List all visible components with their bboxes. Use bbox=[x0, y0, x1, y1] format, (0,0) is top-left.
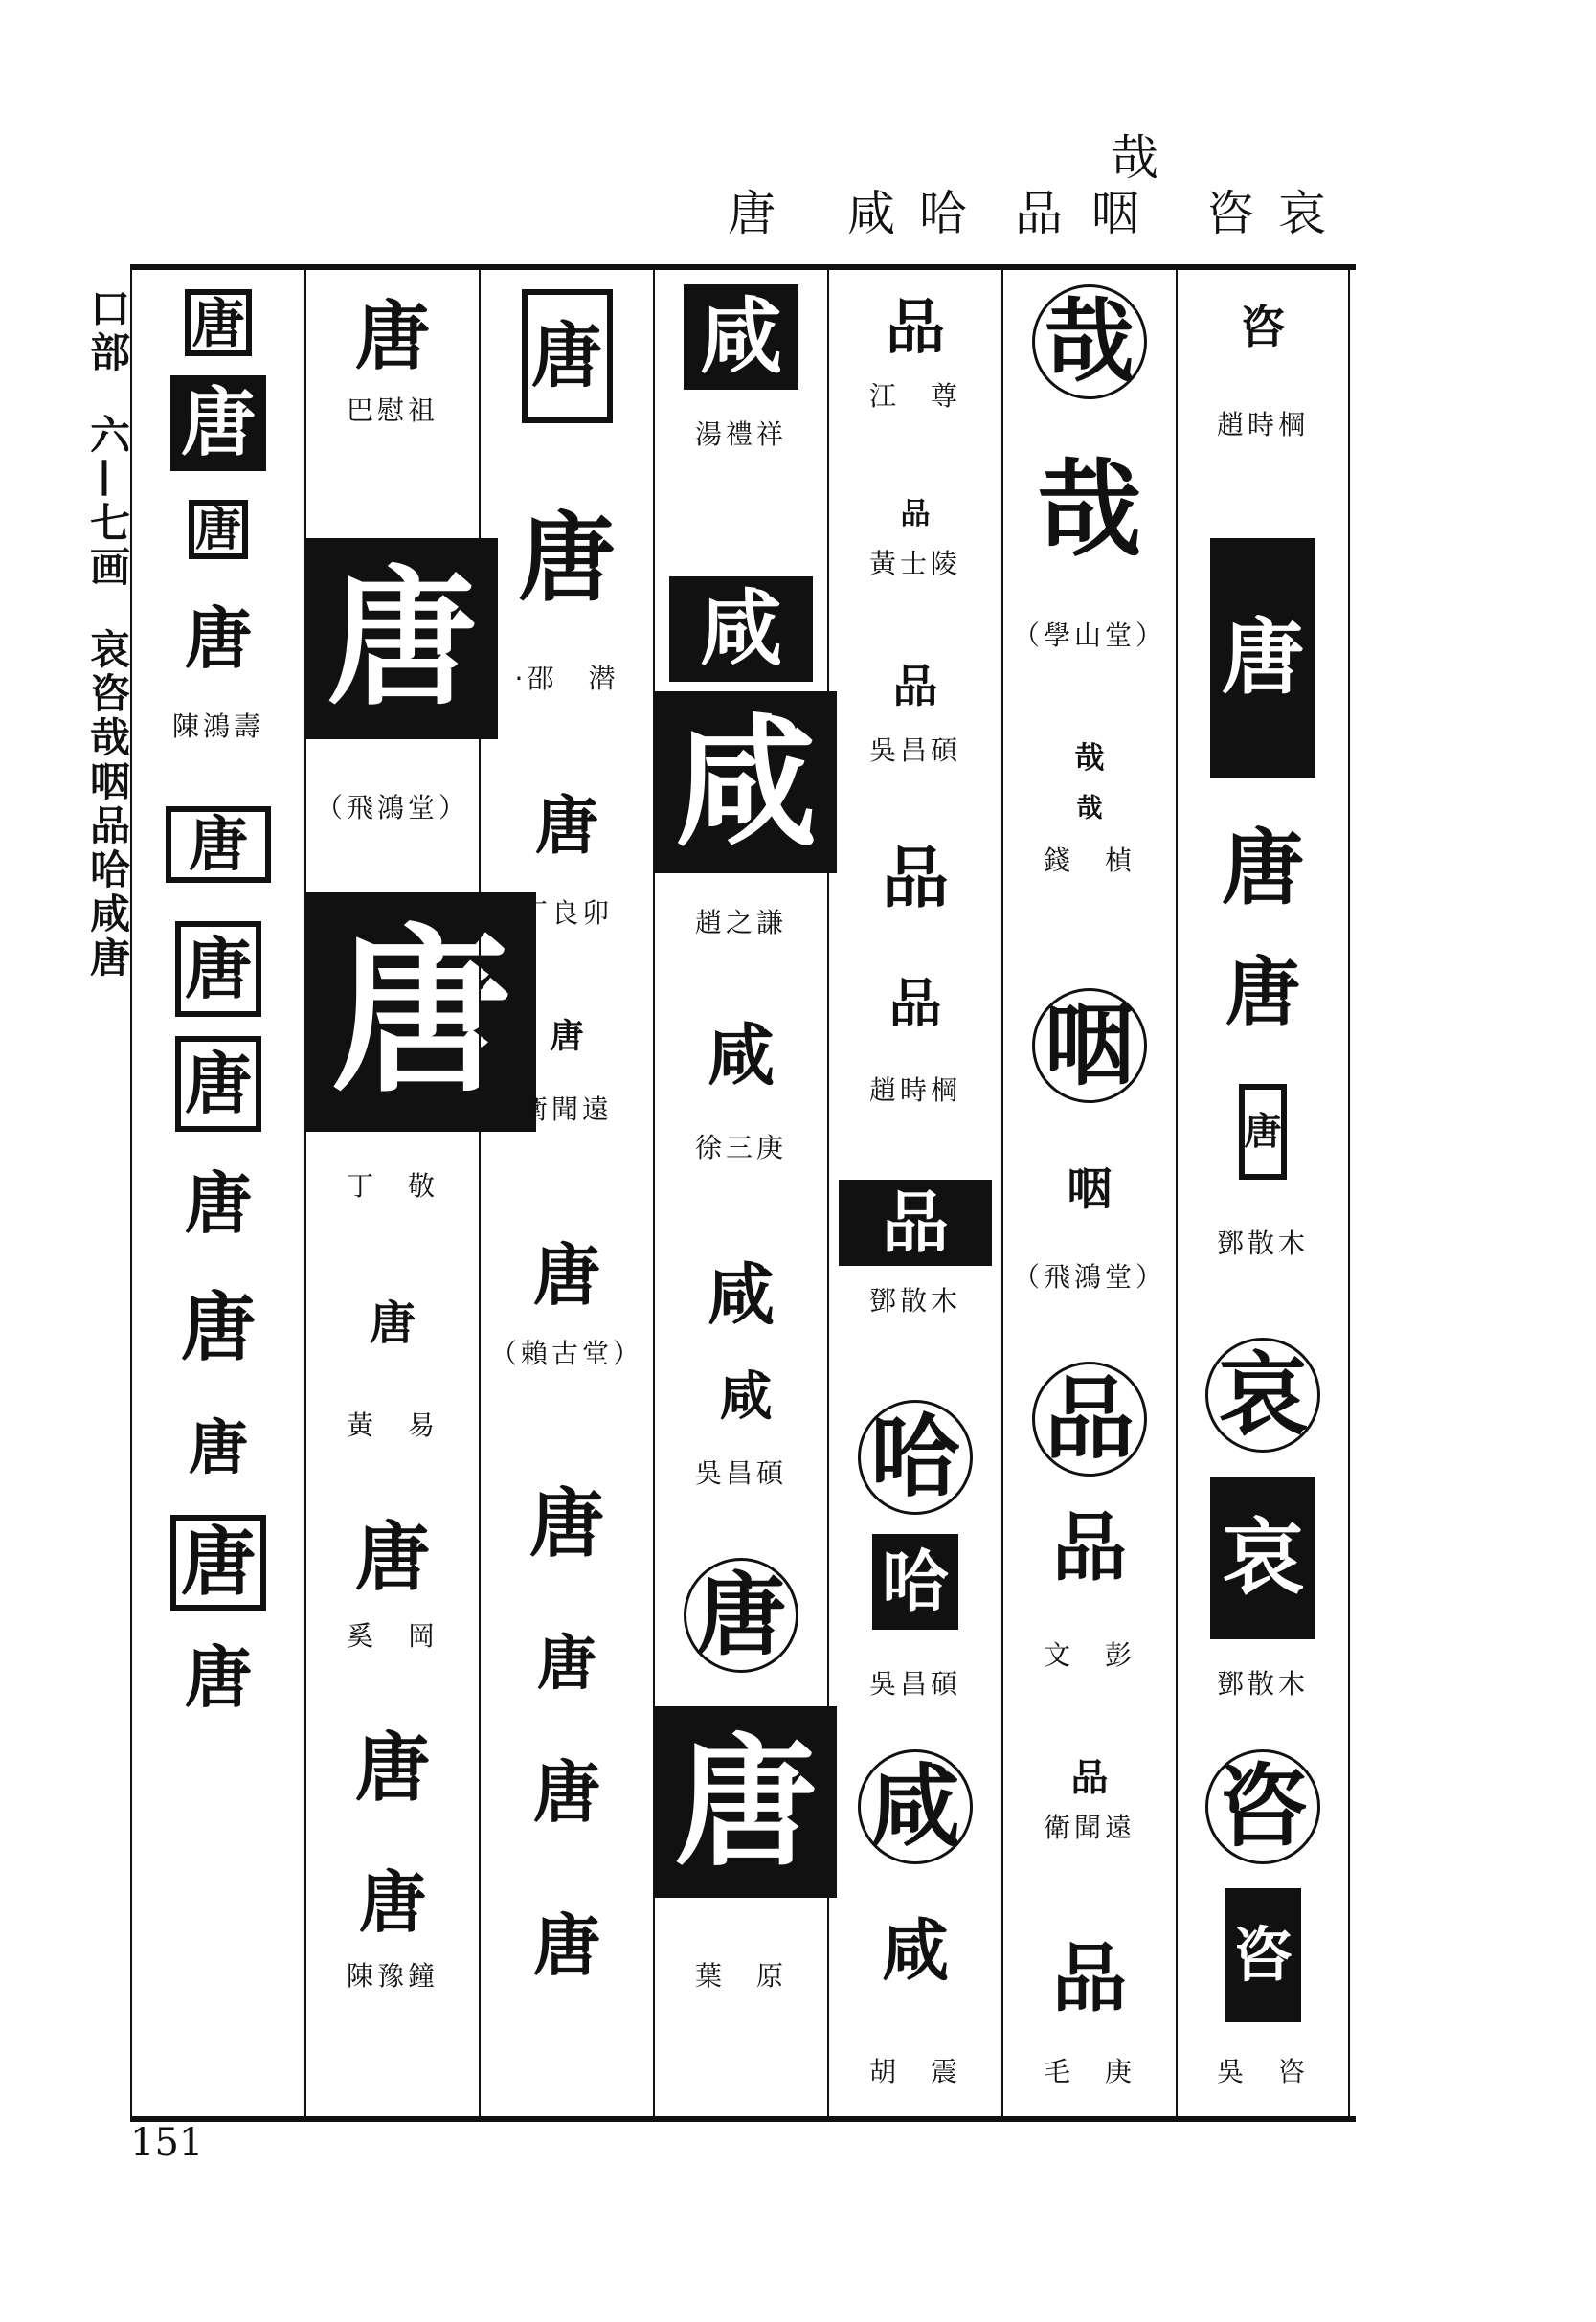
seal-character: 咸 bbox=[708, 1015, 775, 1094]
artist-caption: ·邵 潜 bbox=[514, 663, 619, 694]
seal-impression bbox=[655, 1558, 827, 1673]
artist-caption: （飛鴻堂） bbox=[315, 792, 469, 823]
seal-character: 唐 bbox=[359, 1862, 426, 1942]
seal-character: 唐 bbox=[369, 1296, 416, 1350]
seal-impression bbox=[829, 658, 1001, 715]
seal-impression bbox=[829, 1400, 1001, 1515]
seal-impression bbox=[132, 1515, 304, 1611]
seal-character: 咨 bbox=[1225, 1888, 1301, 2022]
header-char: 哀 bbox=[1278, 186, 1326, 241]
seal-impression bbox=[132, 500, 304, 559]
seal-impression bbox=[1178, 816, 1348, 921]
seal-impression bbox=[132, 1156, 304, 1251]
seal-impression bbox=[132, 1400, 304, 1496]
artist-caption: 衛聞遠 bbox=[1043, 1812, 1135, 1843]
artist-caption: 吳 咨 bbox=[1216, 2056, 1309, 2087]
seal-character: 唐 bbox=[1239, 1084, 1287, 1180]
seal-impression bbox=[132, 806, 304, 883]
seal-character: 唐 bbox=[1225, 949, 1300, 1036]
seal-impression bbox=[1178, 1749, 1348, 1864]
artist-caption: 趙之謙 bbox=[694, 907, 787, 938]
seal-column bbox=[1001, 270, 1176, 2116]
seal-impression bbox=[1003, 988, 1176, 1103]
header-char: 咨 bbox=[1206, 186, 1254, 241]
seal-character: 品 bbox=[839, 1180, 992, 1266]
entry-character-circle: 咸 bbox=[858, 1749, 973, 1864]
header-char: 咸 bbox=[847, 186, 895, 241]
seal-character: 哈 bbox=[872, 1534, 958, 1630]
artist-caption: 趙時棡 bbox=[1216, 409, 1309, 440]
seal-impression bbox=[481, 289, 653, 423]
seal-impression bbox=[1178, 1477, 1348, 1639]
seal-character: 品 bbox=[892, 660, 938, 713]
seal-impression bbox=[1003, 438, 1176, 581]
artist-caption: 鄧散木 bbox=[1216, 1668, 1309, 1700]
seal-character: 哉 bbox=[1074, 740, 1105, 776]
artist-caption: 黃士陵 bbox=[868, 548, 961, 579]
page-number: 151 bbox=[130, 2121, 204, 2165]
seal-column bbox=[304, 270, 511, 2116]
seal-impression bbox=[306, 1860, 479, 1946]
seal-character: 唐 bbox=[185, 289, 252, 356]
seal-impression bbox=[1178, 1084, 1348, 1180]
seal-character: 咸 bbox=[882, 1910, 949, 1990]
seal-character: 哉 bbox=[1037, 447, 1142, 571]
seal-impression bbox=[132, 921, 304, 1017]
seal-character: 唐 bbox=[528, 1480, 604, 1567]
entry-character-circle: 咨 bbox=[1205, 1749, 1320, 1864]
entry-character-circle: 哉 bbox=[1032, 284, 1147, 399]
seal-impression bbox=[1003, 1754, 1176, 1802]
artist-caption: （學山堂） bbox=[1012, 620, 1166, 651]
seal-impression bbox=[1003, 1931, 1176, 2027]
seal-character: 唐 bbox=[189, 500, 248, 559]
seal-character: 品 bbox=[1051, 1935, 1127, 2022]
seal-impression bbox=[132, 289, 304, 356]
seal-impression bbox=[1003, 739, 1176, 778]
header-char: 品 bbox=[1015, 186, 1063, 241]
seal-character: 唐 bbox=[533, 1752, 600, 1832]
seal-impression bbox=[481, 495, 653, 620]
seal-character: 唐 bbox=[533, 1235, 600, 1315]
seal-impression bbox=[655, 1706, 827, 1898]
seal-character: 唐 bbox=[354, 1514, 430, 1601]
artist-caption: 徐三庚 bbox=[694, 1132, 787, 1163]
seal-character: 唐 bbox=[170, 375, 266, 471]
seal-character: 品 bbox=[900, 496, 931, 531]
artist-caption: 奚 岡 bbox=[346, 1620, 438, 1652]
header-entries bbox=[728, 130, 1360, 249]
seal-impression bbox=[306, 1505, 479, 1611]
artist-caption: 吳昌碩 bbox=[868, 1668, 961, 1700]
seal-impression bbox=[132, 1630, 304, 1725]
artist-caption: 江 尊 bbox=[868, 380, 961, 412]
artist-caption: （飛鴻堂） bbox=[1012, 1261, 1166, 1293]
seal-character: 品 bbox=[885, 292, 945, 362]
sidebar-index bbox=[79, 287, 136, 981]
seal-impression bbox=[481, 1898, 653, 1994]
seal-impression bbox=[132, 1036, 304, 1132]
seal-character: 唐 bbox=[655, 1706, 837, 1898]
seal-character: 哉 bbox=[1076, 794, 1103, 823]
entry-character-circle: 品 bbox=[1032, 1362, 1147, 1477]
seal-impression bbox=[132, 576, 304, 701]
artist-caption: 吳昌碩 bbox=[868, 734, 961, 766]
seal-column bbox=[1176, 270, 1350, 2116]
seal-character: 唐 bbox=[166, 806, 271, 883]
seal-character: 唐 bbox=[1222, 820, 1304, 916]
seal-impression bbox=[306, 1275, 479, 1371]
seal-impression bbox=[481, 1467, 653, 1582]
header-char: 唐 bbox=[728, 186, 776, 241]
seal-character: 咸 bbox=[708, 1254, 775, 1334]
seal-character: 唐 bbox=[188, 1412, 248, 1482]
seal-impression bbox=[481, 998, 653, 1074]
seal-character: 品 bbox=[882, 838, 949, 917]
seal-impression bbox=[481, 1745, 653, 1840]
artist-caption: 湯禮祥 bbox=[694, 418, 787, 450]
header-char: 哉 bbox=[1111, 130, 1158, 186]
artist-caption: 毛 庚 bbox=[1043, 2056, 1135, 2087]
seal-column bbox=[130, 270, 304, 2116]
seal-impression bbox=[1003, 792, 1176, 825]
seal-impression bbox=[655, 284, 827, 390]
seal-impression bbox=[306, 289, 479, 385]
artist-caption: 丁 敬 bbox=[346, 1170, 438, 1202]
seal-impression bbox=[306, 1706, 479, 1831]
seal-impression bbox=[655, 1007, 827, 1103]
seal-character: 唐 bbox=[185, 1637, 252, 1717]
seal-impression bbox=[1003, 1500, 1176, 1596]
seal-impression bbox=[132, 1275, 304, 1381]
seal-impression bbox=[1178, 289, 1348, 366]
seal-impression bbox=[1003, 284, 1176, 399]
seal-impression bbox=[829, 1180, 1001, 1266]
seal-character: 咸 bbox=[684, 284, 798, 390]
seal-character: 咨 bbox=[1240, 301, 1286, 354]
seal-character: 唐 bbox=[533, 1905, 600, 1985]
seal-impression bbox=[1178, 538, 1348, 778]
seal-impression bbox=[655, 1247, 827, 1342]
seal-character: 咸 bbox=[669, 576, 813, 682]
seal-impression bbox=[1003, 1151, 1176, 1228]
seal-column bbox=[827, 270, 1001, 2116]
seal-impression bbox=[829, 1749, 1001, 1864]
seal-character: 咽 bbox=[1067, 1162, 1113, 1216]
radical-label: 口部 bbox=[84, 287, 131, 375]
seal-impression bbox=[306, 538, 479, 739]
seal-character: 唐 bbox=[536, 1628, 596, 1698]
seal-impression bbox=[655, 576, 827, 682]
artist-caption: 趙時棡 bbox=[868, 1074, 961, 1106]
seal-impression bbox=[829, 835, 1001, 921]
header-char: 哈 bbox=[919, 186, 967, 241]
seal-impression bbox=[1178, 1338, 1348, 1453]
seal-character: 咸 bbox=[655, 691, 837, 873]
seal-character: 唐 bbox=[170, 1515, 266, 1611]
artist-caption: 黃 易 bbox=[346, 1409, 438, 1441]
artist-caption: 陳豫鐘 bbox=[346, 1960, 438, 1992]
seal-impression bbox=[481, 1620, 653, 1706]
artist-caption: （賴古堂） bbox=[489, 1338, 643, 1369]
seal-character: 唐 bbox=[1210, 538, 1315, 778]
seal-impression bbox=[1178, 1888, 1348, 2022]
seal-impression bbox=[1178, 945, 1348, 1041]
seal-character: 唐 bbox=[185, 1163, 252, 1243]
seal-character: 唐 bbox=[518, 500, 616, 615]
header-char: 咽 bbox=[1091, 186, 1139, 241]
seal-impression bbox=[306, 892, 511, 1132]
artist-caption: 胡 震 bbox=[868, 2056, 961, 2087]
seal-column bbox=[653, 270, 827, 2116]
artist-caption: 吳昌碩 bbox=[694, 1457, 787, 1489]
stroke-count-label: 六—七画 bbox=[84, 414, 131, 590]
seal-character: 唐 bbox=[306, 538, 498, 739]
seal-character: 品 bbox=[888, 971, 942, 1034]
seal-character: 品 bbox=[1070, 1755, 1109, 1800]
seal-character: 唐 bbox=[550, 1016, 584, 1056]
seal-character: 唐 bbox=[522, 289, 613, 423]
seal-character: 唐 bbox=[175, 1036, 261, 1132]
seal-character: 哀 bbox=[1210, 1477, 1315, 1639]
entry-character-circle: 咽 bbox=[1032, 988, 1147, 1103]
seal-impression bbox=[829, 1534, 1001, 1630]
seal-character: 唐 bbox=[180, 1284, 256, 1371]
seal-impression bbox=[1003, 1362, 1176, 1477]
artist-caption: 錢 楨 bbox=[1043, 845, 1135, 876]
seal-character: 唐 bbox=[175, 921, 261, 1017]
seal-character: 唐 bbox=[535, 788, 598, 863]
artist-caption: 丁良卯 bbox=[520, 897, 613, 929]
artist-caption: 巴慰祖 bbox=[346, 395, 438, 426]
seal-character: 唐 bbox=[306, 892, 536, 1132]
seal-impression bbox=[829, 495, 1001, 533]
seal-character: 唐 bbox=[185, 598, 252, 678]
artist-caption: 文 彭 bbox=[1043, 1639, 1135, 1671]
entry-character-circle: 哈 bbox=[858, 1400, 973, 1515]
seal-table bbox=[130, 264, 1356, 2122]
artist-caption: 葉 原 bbox=[694, 1960, 787, 1992]
seal-impression bbox=[132, 375, 304, 471]
seal-column bbox=[479, 270, 653, 2116]
seal-impression bbox=[829, 289, 1001, 366]
seal-character: 咸 bbox=[719, 1364, 773, 1427]
seal-impression bbox=[655, 691, 827, 873]
artist-caption: 鄧散木 bbox=[868, 1285, 961, 1317]
seal-impression bbox=[481, 1228, 653, 1323]
character-list: 哀咨哉咽品哈咸唐 bbox=[84, 628, 131, 981]
artist-caption: 衛聞遠 bbox=[520, 1093, 613, 1125]
entry-character-circle: 哀 bbox=[1205, 1338, 1320, 1453]
seal-impression bbox=[829, 950, 1001, 1055]
seal-character: 品 bbox=[1051, 1504, 1127, 1591]
seal-impression bbox=[655, 1362, 827, 1429]
seal-character: 唐 bbox=[354, 1725, 430, 1812]
artist-caption: 鄧散木 bbox=[1216, 1228, 1309, 1259]
entry-character-circle: 唐 bbox=[684, 1558, 798, 1673]
seal-impression bbox=[829, 1898, 1001, 2003]
seal-impression bbox=[481, 778, 653, 873]
artist-caption: 陳鴻壽 bbox=[171, 710, 264, 742]
seal-character: 唐 bbox=[354, 293, 430, 380]
